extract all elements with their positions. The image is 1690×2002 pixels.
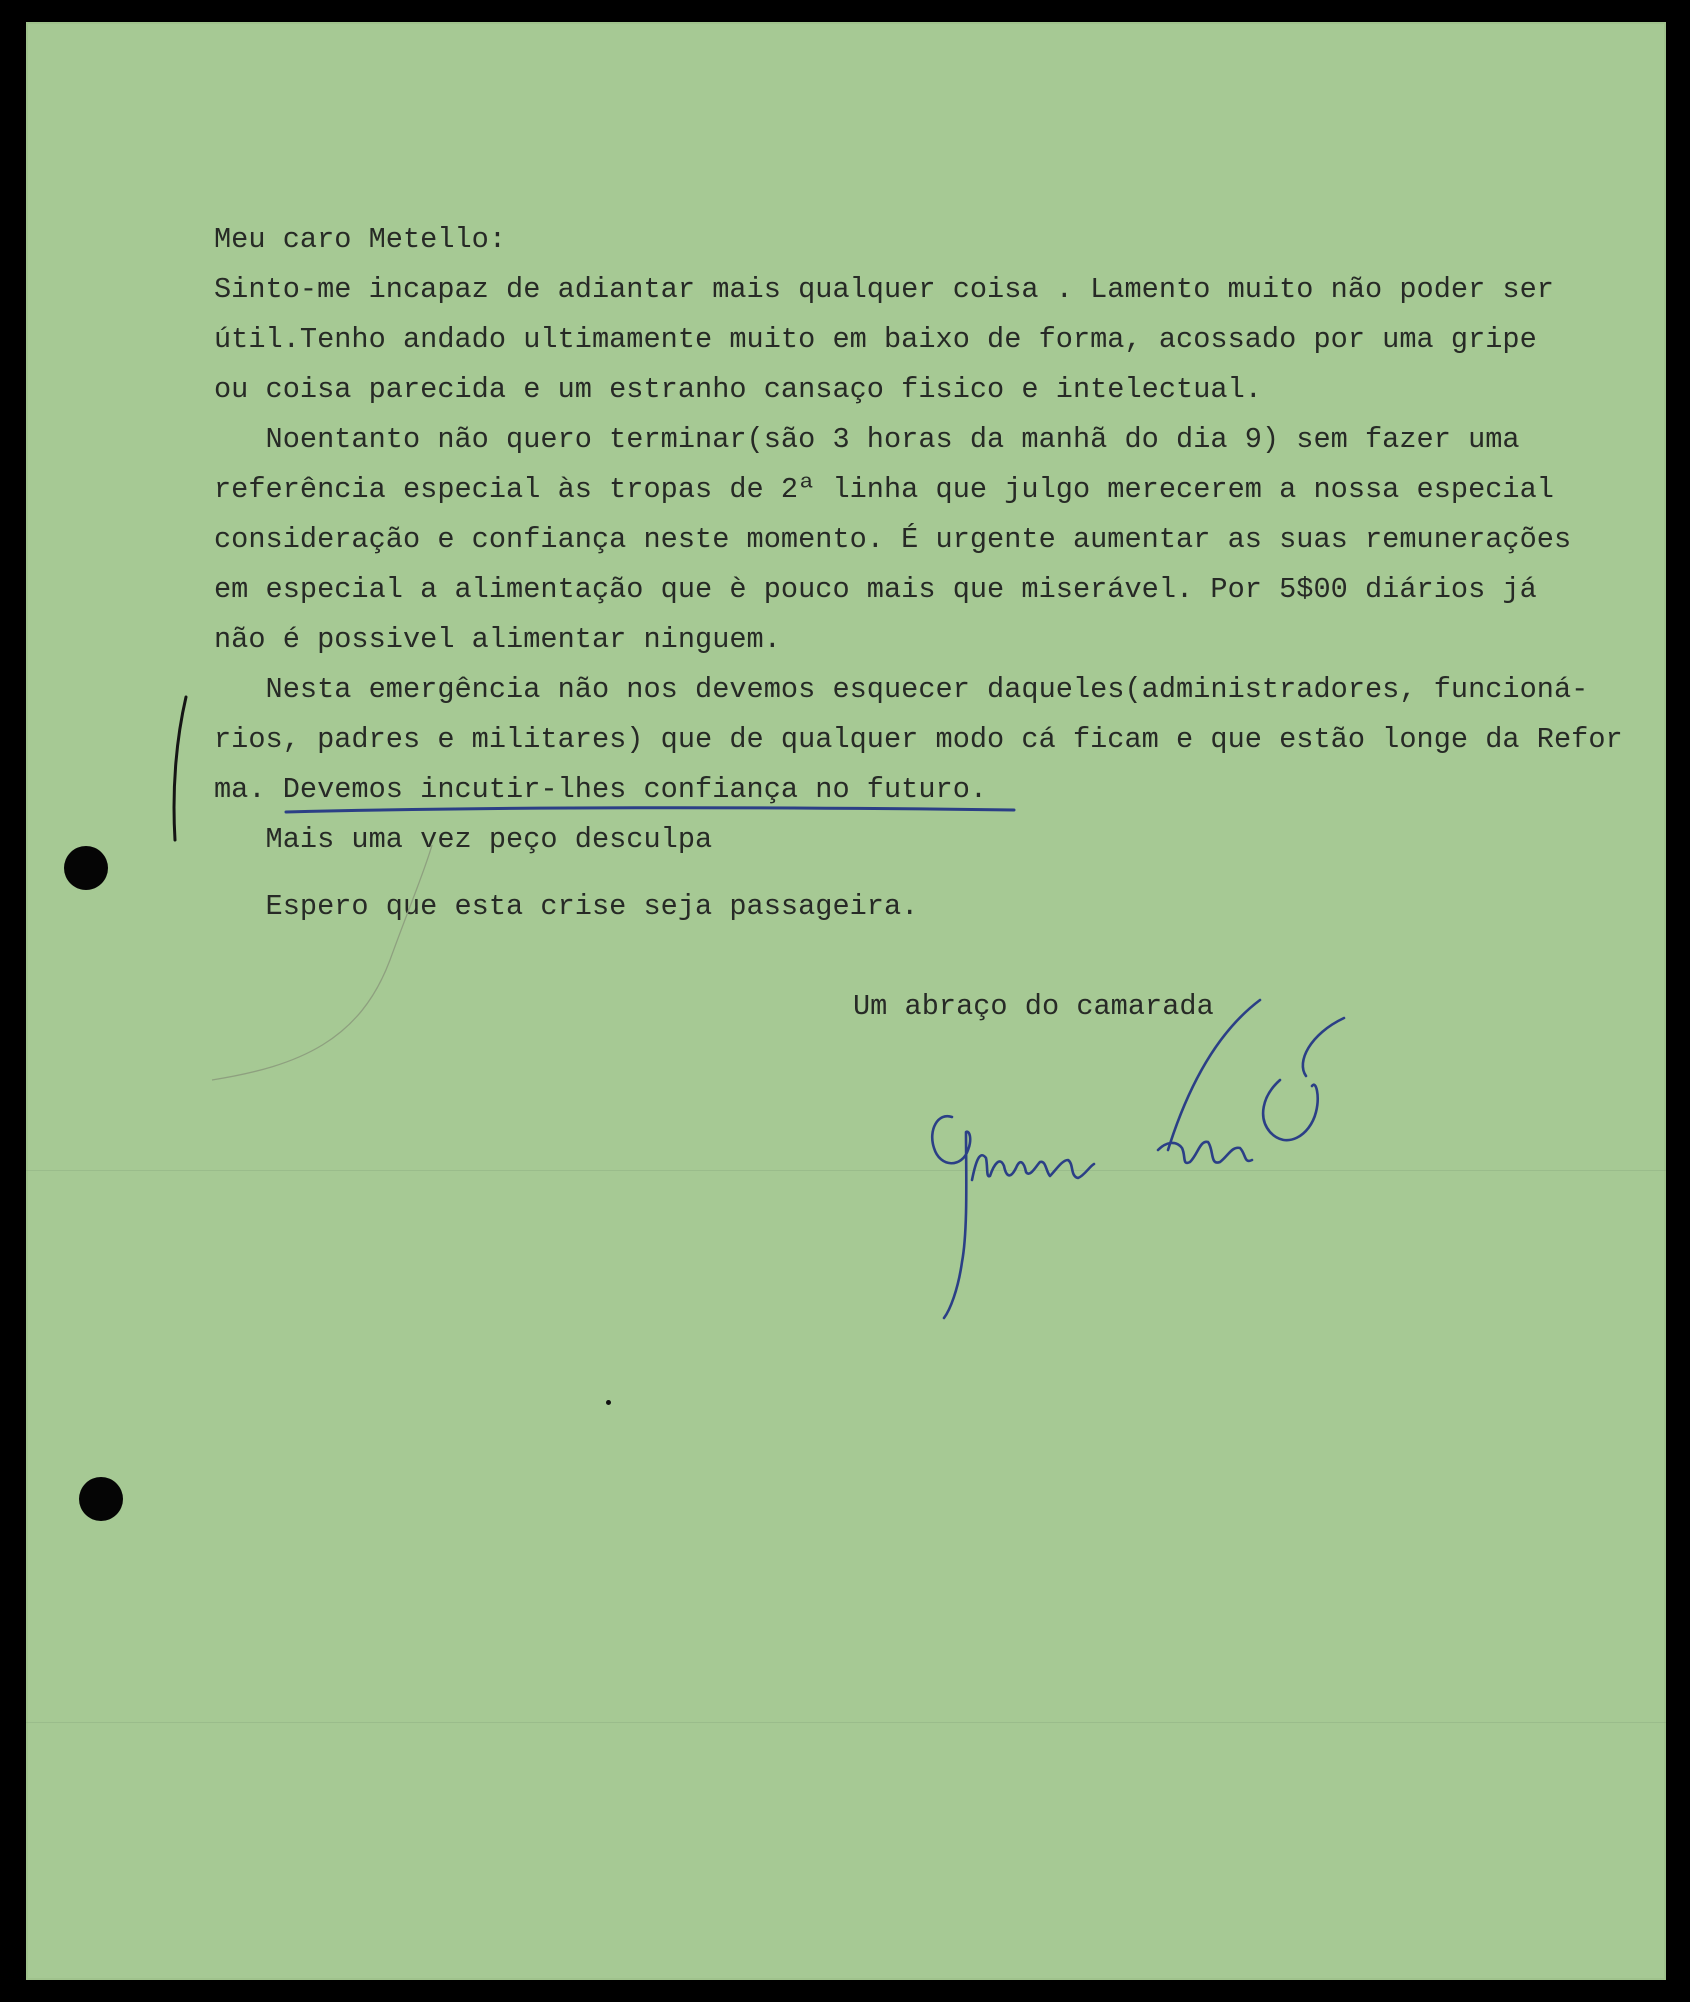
body-line: Sinto-me incapaz de adiantar mais qualquer coisa . Lamento muito não poder ser	[214, 273, 1554, 306]
body-line: referência especial às tropas de 2ª linha que julgo merecerem a nossa especial	[214, 473, 1554, 506]
body-line: rios, padres e militares) que de qualquer modo cá ficam e que estão longe da Refor	[214, 723, 1623, 756]
body-line: Mais uma vez peço desculpa	[214, 823, 713, 856]
margin-bracket	[174, 697, 186, 840]
signature	[932, 1000, 1344, 1318]
underline-mark	[286, 808, 1014, 812]
body-line: ou coisa parecida e um estranho cansaço fisico e intelectual.	[214, 373, 1262, 406]
body-line: consideração e confiança neste momento. É urgente aumentar as suas remunerações	[214, 523, 1572, 556]
body-line: em especial a alimentação que è pouco mais que miserável. Por 5$00 diários já	[214, 573, 1537, 606]
body-line: Noentanto não quero terminar(são 3 horas da manhã do dia 9) sem fazer uma	[214, 423, 1520, 456]
body-line: Nesta emergência não nos devemos esquecer daqueles(administradores, funcioná-	[214, 673, 1589, 706]
body-line: não é possivel alimentar ninguem.	[214, 623, 781, 656]
salutation: Meu caro Metello:	[214, 223, 507, 256]
body-line: útil.Tenho andado ultimamente muito em baixo de forma, acossado por uma gripe	[214, 323, 1537, 356]
body-line-underlined: ma. Devemos incutir-lhes confiança no futuro.	[214, 773, 988, 806]
pencil-stroke	[212, 845, 432, 1080]
body-line: Espero que esta crise seja passageira.	[214, 890, 919, 923]
closing: Um abraço do camarada	[853, 990, 1214, 1023]
